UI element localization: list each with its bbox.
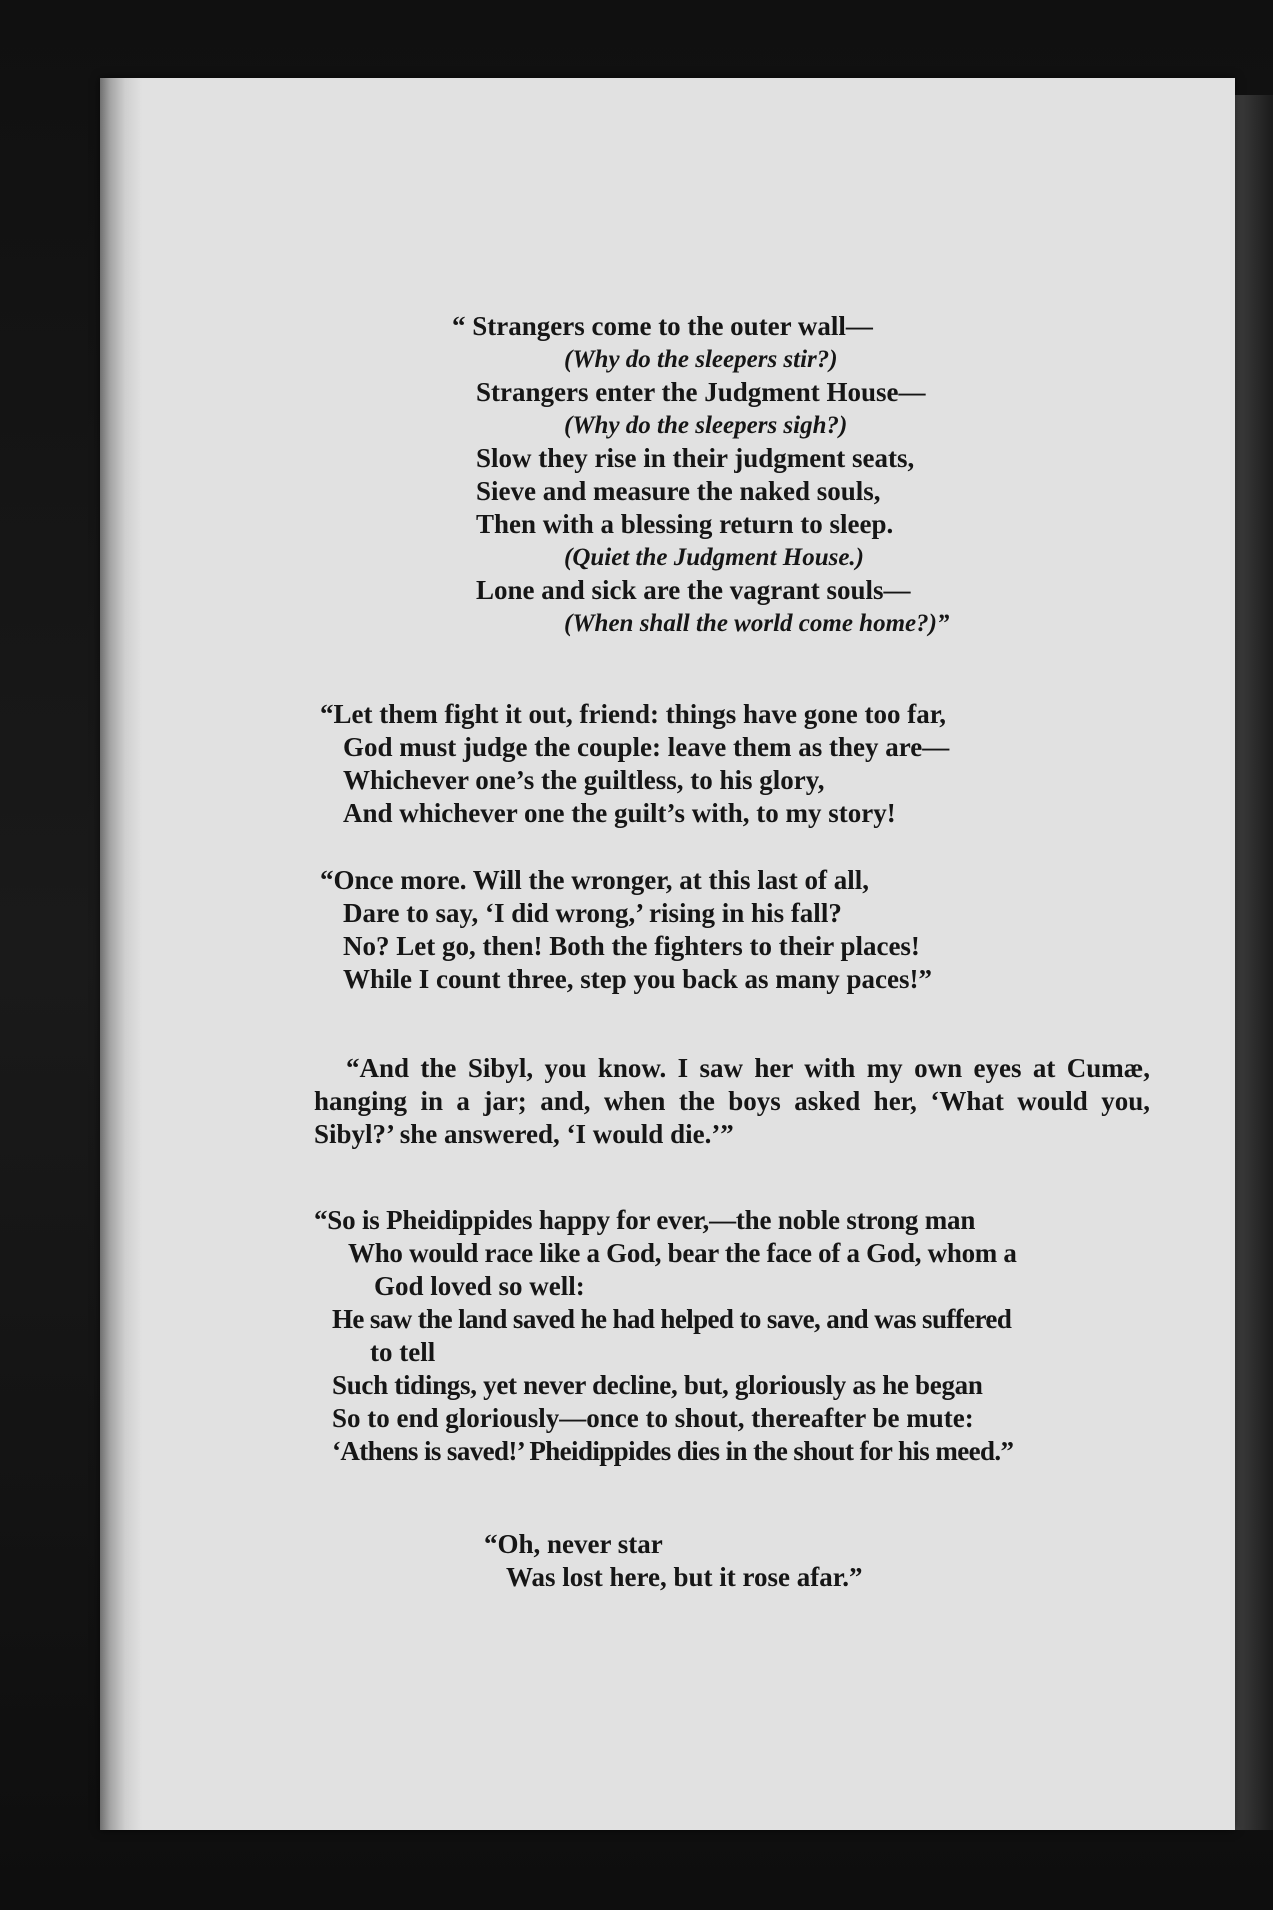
poem-line: “Oh, never star — [484, 1529, 663, 1559]
poem-line: (Why do the sleepers sigh?) — [564, 412, 848, 439]
poem-line: “So is Pheidippides happy for ever,—the noble strong man — [314, 1205, 976, 1235]
poem-line: Such tidings, yet never decline, but, gloriously as he began — [332, 1370, 983, 1400]
poem-line: “Let them fight it out, friend: things have gone too far, — [320, 699, 946, 729]
quote-judgment-house — [452, 310, 1072, 640]
poem-line: Slow they rise in their judgment seats, — [476, 443, 915, 473]
poem-line: Whichever one’s the guiltless, to his glory, — [343, 765, 825, 795]
poem-line: to tell — [370, 1337, 436, 1367]
prose-paragraph: “And the Sibyl, you know. I saw her with my own eyes at Cumæ, hanging in a jar; and, when the boys asked her, ‘What would you, Sibyl?’ she answered, ‘I would die.’” — [314, 1053, 1150, 1149]
page-binding-shadow — [100, 78, 142, 1830]
poem-line: While I count three, step you back as many paces!” — [343, 964, 933, 994]
poem-line: (Quiet the Judgment House.) — [564, 544, 865, 571]
poem-line: ‘Athens is saved!’ Pheidippides dies in the shout for his meed.” — [332, 1436, 1014, 1466]
quote-sibyl-prose — [314, 1052, 1150, 1151]
quote-once-more — [320, 864, 1120, 996]
poem-line: So to end gloriously—once to shout, thereafter be mute: — [332, 1403, 974, 1433]
poem-line: Lone and sick are the vagrant souls— — [476, 575, 911, 605]
poem-line: And whichever one the guilt’s with, to my story! — [343, 798, 896, 828]
poem-line: Sieve and measure the naked souls, — [476, 476, 881, 506]
quote-pheidippides — [314, 1204, 1194, 1468]
poem-line: (Why do the sleepers stir?) — [564, 346, 838, 373]
poem-line: God must judge the couple: leave them as they are— — [343, 732, 950, 762]
quote-never-star — [484, 1528, 1004, 1594]
poem-line: Strangers enter the Judgment House— — [476, 377, 926, 407]
poem-line: He saw the land saved he had helped to save, and was suffered — [332, 1304, 1012, 1334]
poem-line: God loved so well: — [374, 1271, 585, 1301]
poem-line: Then with a blessing return to sleep. — [476, 509, 894, 539]
poem-line: “ Strangers come to the outer wall— — [452, 311, 873, 341]
poem-line: Was lost here, but it rose afar.” — [506, 1562, 863, 1592]
poem-line: Who would race like a God, bear the face of a God, whom a — [348, 1238, 1017, 1268]
quote-fight-it-out — [320, 698, 1120, 830]
poem-line: “Once more. Will the wronger, at this last of all, — [320, 865, 869, 895]
poem-line: No? Let go, then! Both the fighters to their places! — [343, 931, 920, 961]
poem-line: Dare to say, ‘I did wrong,’ rising in his fall? — [343, 898, 842, 928]
poem-line: (When shall the world come home?)” — [564, 610, 950, 637]
